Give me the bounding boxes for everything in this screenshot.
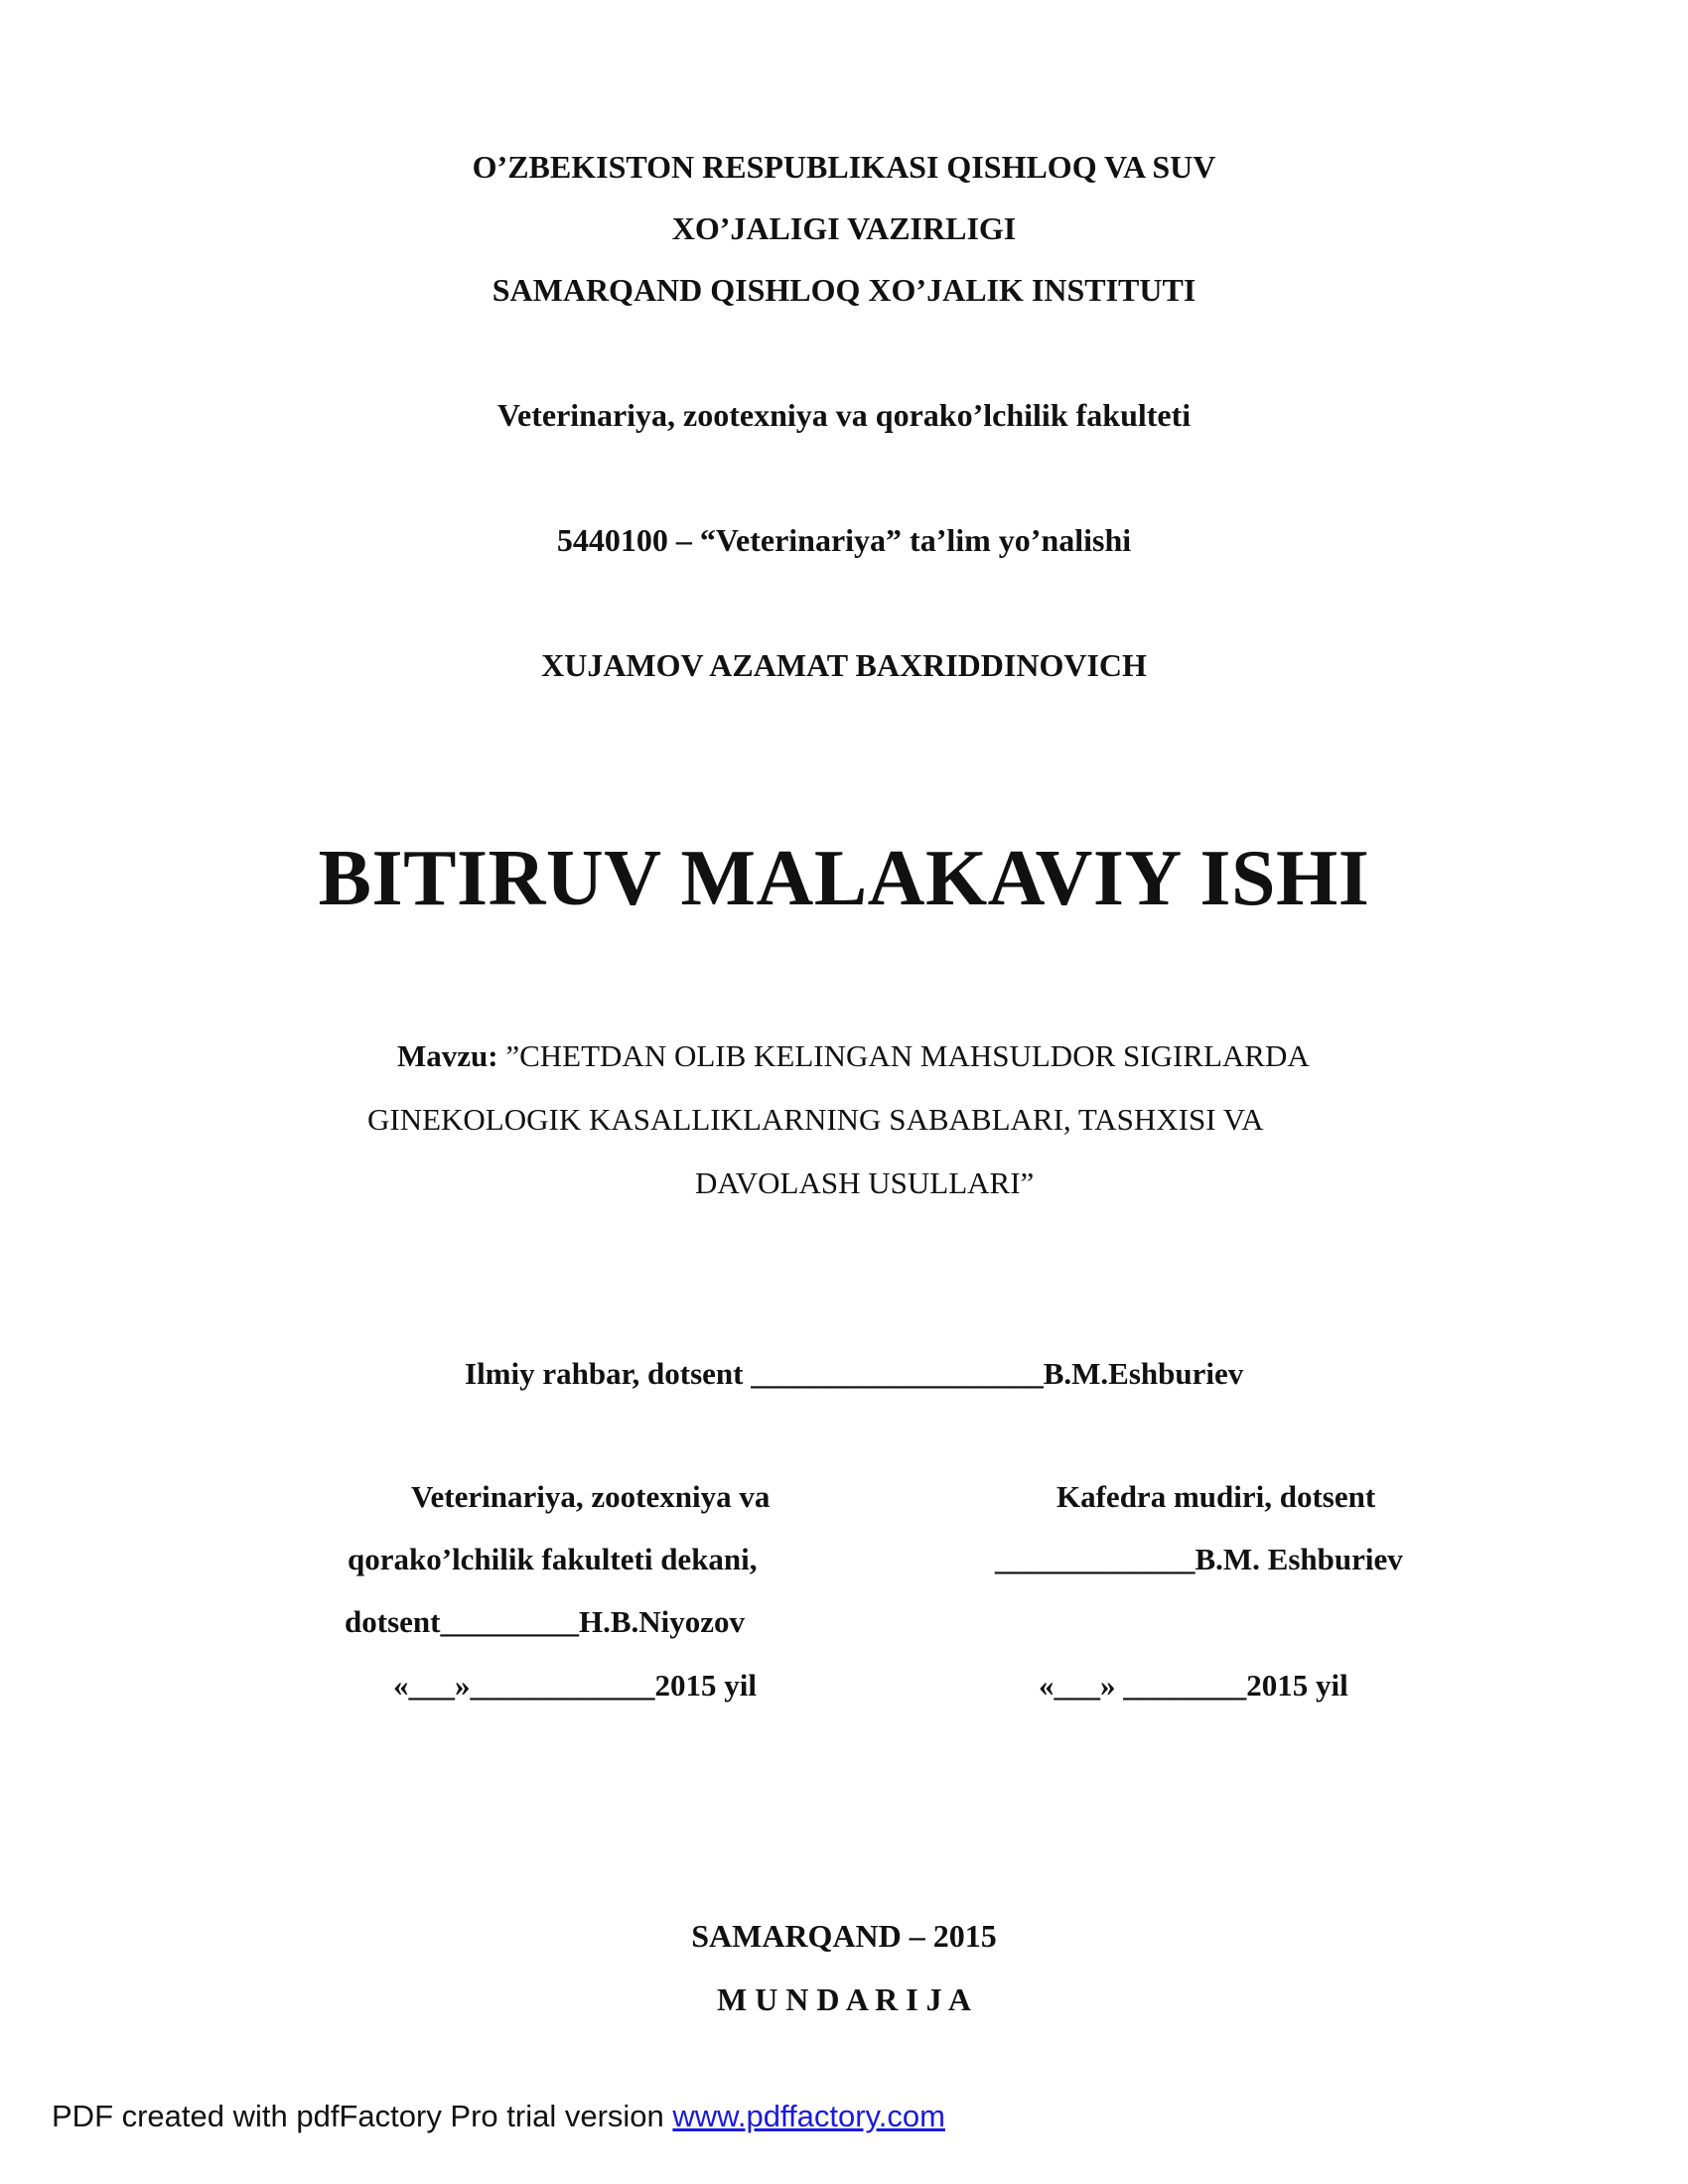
topic-label: Mavzu: [397, 1038, 498, 1073]
dean-date: «___»____________2015 yil [393, 1668, 757, 1703]
dean-title: dotsent [345, 1604, 441, 1639]
faculty-name: Veterinariya, zootexniya va qorako’lchilik fakulteti [496, 397, 1192, 433]
pdf-footer [52, 2099, 945, 2134]
topic-text-1: ”CHETDAN OLIB KELINGAN MAHSULDOR SIGIRLARDA [497, 1038, 1310, 1073]
contents-heading: M U N D A R I J A [716, 1981, 971, 2017]
dean-signature-blank: _________ [440, 1604, 579, 1639]
chair-head-signature-blank: _____________ [995, 1542, 1196, 1576]
footer-text: PDF created with pdfFactory Pro trial version [52, 2099, 673, 2133]
institute-name: SAMARQAND QISHLOQ XO’JALIK INSTITUTI [492, 272, 1196, 308]
chair-head-name: B.M. Eshburiev [1195, 1542, 1403, 1576]
topic-line-3: DAVOLASH USULLARI” [695, 1165, 1035, 1200]
footer-link[interactable]: www.pdffactory.com [672, 2099, 945, 2133]
chair-head-date: «___» ________2015 yil [1039, 1668, 1348, 1703]
supervisor-signature-blank: ___________________ [751, 1356, 1044, 1391]
supervisor-label: Ilmiy rahbar, dotsent [465, 1356, 744, 1391]
dean-line-3 [345, 1604, 745, 1640]
ministry-line-1: O’ZBEKISTON RESPUBLIKASI QISHLOQ VA SUV [472, 149, 1216, 185]
chair-head-line-1: Kafedra mudiri, dotsent [1056, 1479, 1376, 1514]
supervisor-name: B.M.Eshburiev [1043, 1356, 1244, 1391]
dean-line-1: Veterinariya, zootexniya va [411, 1479, 771, 1514]
supervisor-line [465, 1356, 1243, 1392]
city-year: SAMARQAND – 2015 [691, 1918, 997, 1954]
document-title: BITIRUV MALAKAVIY ISHI [318, 835, 1370, 922]
dean-name: H.B.Niyozov [578, 1604, 746, 1639]
chair-head-line-2 [995, 1542, 1403, 1577]
ministry-line-2: XO’JALIGI VAZIRLIGI [671, 210, 1017, 246]
dean-line-2: qorako’lchilik fakulteti dekani, [348, 1542, 758, 1576]
topic-line-1 [397, 1038, 1310, 1074]
author-name: XUJAMOV AZAMAT BAXRIDDINOVICH [541, 647, 1147, 683]
topic-line-2: GINEKOLOGIK KASALLIKLARNING SABABLARI, TASHXISI VA [367, 1102, 1264, 1137]
study-direction: 5440100 – “Veterinariya” ta’lim yo’nalishi [556, 522, 1132, 558]
